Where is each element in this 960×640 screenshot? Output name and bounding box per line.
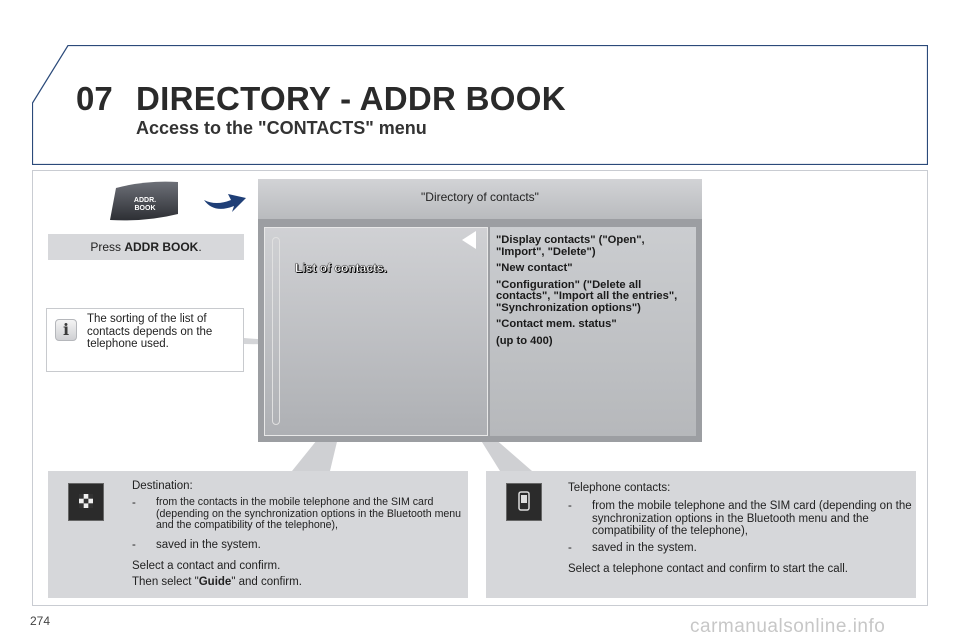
destination-line-2 [132, 576, 302, 589]
info-note-text: The sorting of the list of contacts depends on the telephone used. [87, 313, 213, 350]
guide-key: Guide [198, 576, 232, 588]
destination-bullet-2: saved in the system. [156, 539, 261, 551]
phone-graphic [507, 484, 541, 520]
telephone-box [486, 471, 916, 598]
telephone-icon [506, 483, 542, 521]
info-icon: i [55, 319, 77, 341]
menu-item-capacity: (up to 400) [496, 334, 553, 347]
destination-bullet-1: from the contacts in the mobile telephone and the SIM card (depending on the synchronization options in the Bluetooth menu and the compatibility of the telephone), [156, 496, 462, 531]
selection-triangle-icon [462, 231, 476, 249]
page-subtitle: Access to the "CONTACTS" menu [136, 118, 427, 138]
press-prefix: Press [90, 240, 125, 254]
press-key: ADDR BOOK [124, 240, 199, 254]
screen-title: "Directory of contacts" [258, 179, 702, 219]
destination-line-2-suffix: " and confirm. [231, 576, 302, 588]
destination-flag-icon [68, 483, 104, 521]
list-scrollbar [272, 237, 280, 425]
telephone-bullet-2: saved in the system. [592, 542, 697, 554]
list-of-contacts-label: List of contacts. [295, 261, 388, 275]
screen-menu [496, 235, 692, 352]
page-number: 274 [30, 614, 51, 628]
page-title: DIRECTORY - ADDR BOOK [136, 80, 566, 117]
destination-box [48, 471, 468, 598]
addr-book-key [110, 180, 180, 222]
destination-heading: Destination: [132, 480, 193, 492]
menu-item-display-contacts: "Display contacts" ("Open", "Import", "Delete") [496, 234, 645, 258]
telephone-bullet-dash-2: - [568, 542, 572, 554]
display-screen [258, 179, 702, 442]
telephone-bullet-dash-1: - [568, 500, 572, 512]
destination-bullet-dash-2: - [132, 539, 136, 551]
chapter-number: 07 [76, 80, 113, 117]
flag-graphic [69, 484, 103, 520]
curved-arrow-icon [200, 186, 248, 216]
destination-bullet-dash-1: - [132, 497, 136, 509]
destination-line-2-prefix: Then select " [132, 576, 199, 588]
telephone-line-1: Select a telephone contact and confirm to start the call. [568, 563, 848, 575]
addr-book-key-line1: ADDR. [133, 197, 157, 204]
info-note [46, 308, 244, 372]
menu-item-contact-mem-status: "Contact mem. status" [496, 318, 617, 330]
press-suffix: . [198, 240, 202, 254]
watermark: carmanualsonline.info [690, 616, 886, 637]
contact-list-pane [264, 227, 488, 436]
press-instruction [48, 234, 244, 260]
telephone-heading: Telephone contacts: [568, 482, 671, 494]
menu-item-new-contact: "New contact" [496, 262, 573, 274]
menu-item-configuration: "Configuration" ("Delete all contacts", "Import all the entries", "Synchronization options") [496, 278, 678, 314]
destination-line-1: Select a contact and confirm. [132, 560, 281, 572]
telephone-bullet-1: from the mobile telephone and the SIM card (depending on the synchronization options in the Bluetooth menu and the compatibility of the telephone), [592, 500, 912, 537]
addr-book-key-line2: BOOK [134, 205, 156, 212]
